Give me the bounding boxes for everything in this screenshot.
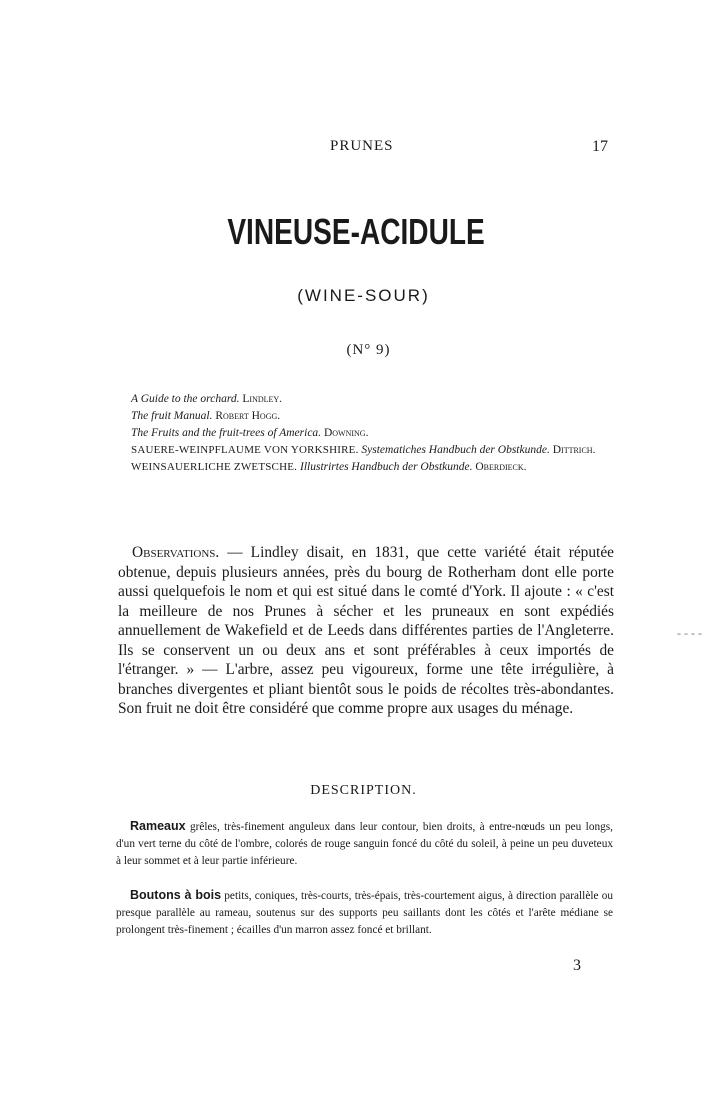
synonym-author: Oberdieck. (475, 461, 527, 473)
running-head (0, 138, 707, 158)
description-paragraph (116, 818, 613, 870)
synonym-work: The fruit Manual. (131, 410, 213, 422)
synonym-entry (131, 408, 613, 425)
synonym-name: SAUERE-WEINPFLAUME VON YORKSHIRE. (131, 444, 359, 456)
synonym-entry (131, 391, 613, 408)
synonym-work: A Guide to the orchard. (131, 393, 240, 405)
running-title: PRUNES (330, 138, 394, 154)
signature-mark: 3 (573, 957, 581, 974)
description-heading: DESCRIPTION. (310, 783, 417, 798)
synonym-author: Downing. (323, 427, 369, 439)
observations-text: — Lindley disait, en 1831, que cette variété était réputée obtenue, depuis plusieurs années, près du bourg de Rotherham dont elle porte aussi quelquefois le nom et qui est situé dans le comté d'York. Il ajoute : « c'est la meilleure de nos Prunes à sécher et les pruneaux en sont expédiés annuellement de Wakefield et de Leeds dans différentes parties de l'Angleterre. Ils se conservent un ou deux ans et sont préférables à ceux importés de l'étranger. » — L'arbre, assez peu vigoureux, forme une tête irrégulière, à branches divergentes et pliant bientôt sous le poids de récoltes très-abondantes. Son fruit ne doit être considéré que comme propre aux usages du ménage. (118, 544, 614, 717)
synonym-entry (131, 442, 613, 459)
description-paragraph (116, 887, 613, 939)
synonym-author: Robert Hogg. (215, 410, 281, 422)
synonym-work: The Fruits and the fruit-trees of America. (131, 427, 322, 439)
synonym-name: WEINSAUERLICHE ZWETSCHE. (131, 461, 298, 473)
synonym-work: Systematiches Handbuch der Obstkunde. (361, 444, 550, 456)
description-term: Rameaux (130, 819, 186, 833)
synonym-entry (131, 425, 613, 442)
synonym-work: Illustrirtes Handbuch der Obstkunde. (300, 461, 473, 473)
synonym-entry (131, 459, 613, 476)
page-title: VINEUSE-ACIDULE (227, 211, 485, 252)
synonym-author: Lindley. (242, 393, 283, 405)
description-term: Boutons à bois (130, 888, 222, 902)
synonyms-list (131, 391, 613, 476)
page-number: 17 (592, 138, 608, 155)
observations-lead: Observations. (132, 544, 220, 561)
synonym-author: Dittrich. (552, 444, 596, 456)
subtitle: (WINE-SOUR) (297, 286, 430, 305)
margin-mark: - - - - (677, 626, 702, 640)
observations-paragraph (118, 543, 614, 719)
description-text: grêles, très-finement anguleux dans leur contour, bien droits, à entre-nœuds un peu longs, d'un vert terne du côté de l'ombre, colorés de rouge sanguin foncé du côté du soleil, à peine un peu duveteux à leur sommet et à leur partie inférieure. (116, 821, 613, 867)
description-text: petits, coniques, très-courts, très-épais, très-courtement aigus, à direction parallèle ou presque parallèle au rameau, soutenus sur des supports peu saillants dont les côtés et l'arête médiane se prolongent très-finement ; écailles d'un marron assez foncé et brillant. (116, 890, 613, 936)
variety-number: (N° 9) (346, 342, 391, 358)
